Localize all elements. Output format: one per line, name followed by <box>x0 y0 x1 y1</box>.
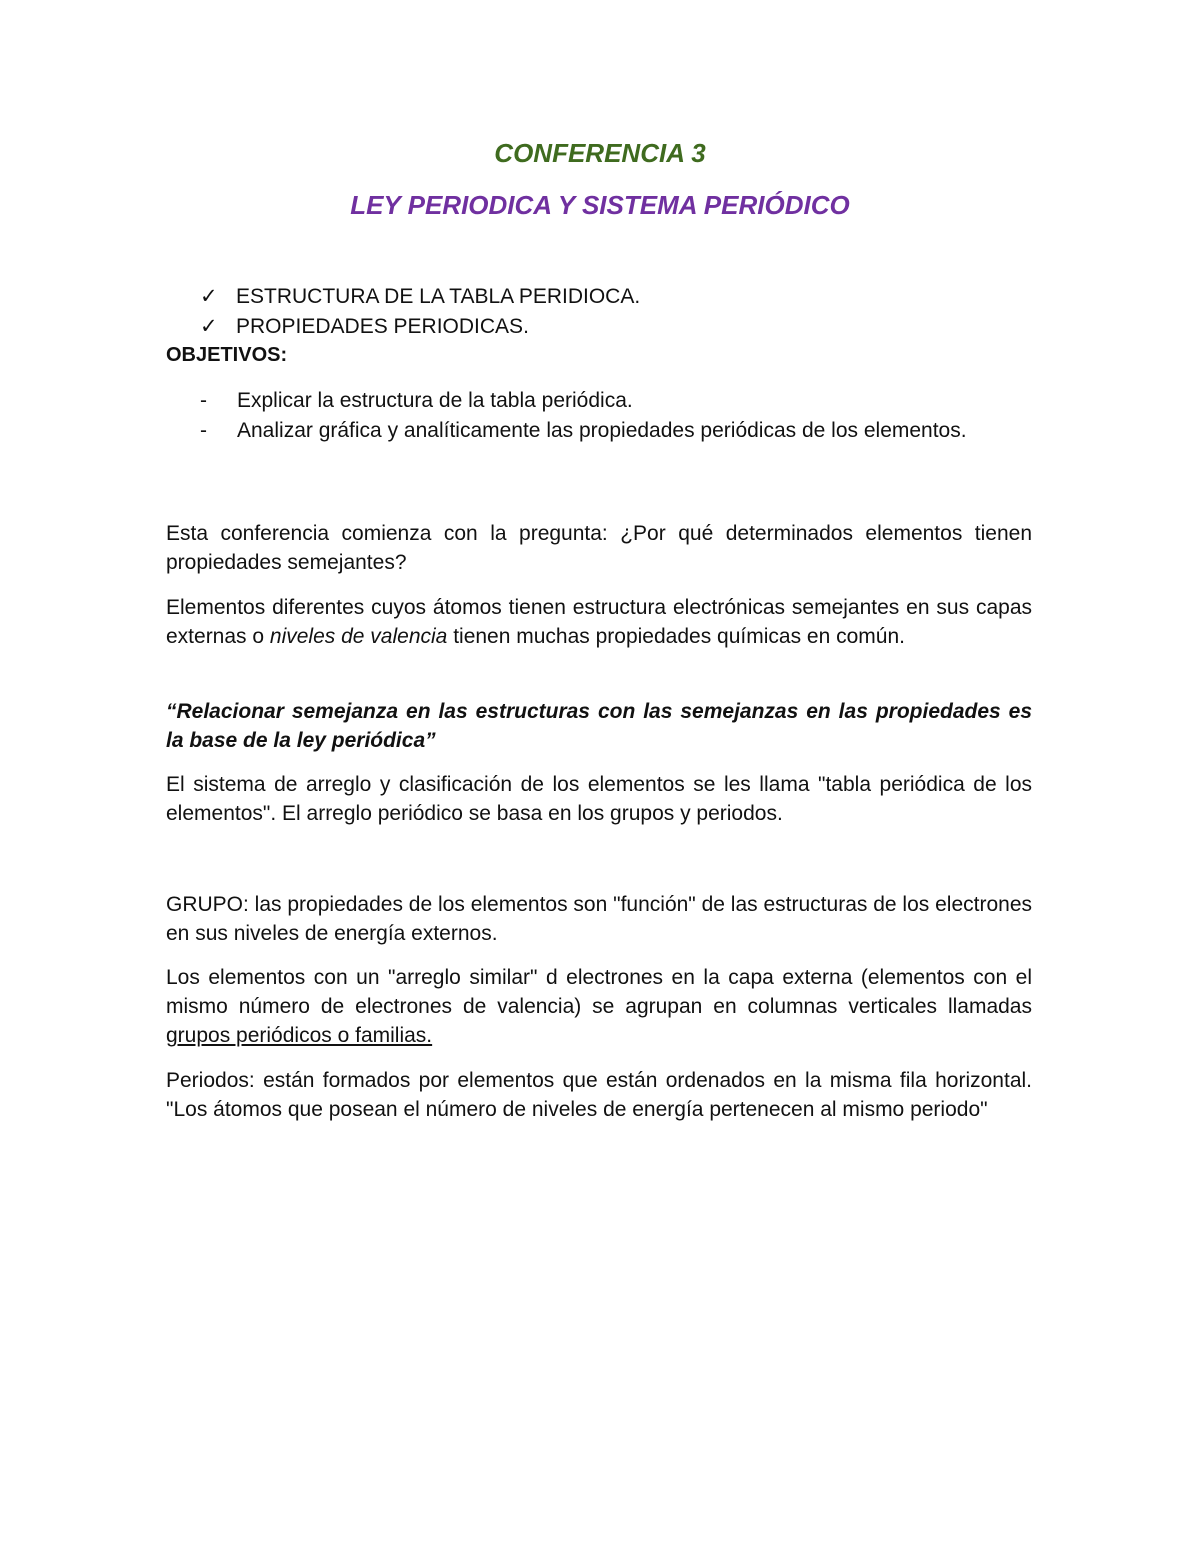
check-icon: ✓ <box>200 315 218 338</box>
families-paragraph <box>166 963 1032 1050</box>
objective-text: Analizar gráfica y analíticamente las propiedades periódicas de los elementos. <box>237 419 967 442</box>
objectives-heading: OBJETIVOS: <box>166 344 288 366</box>
checklist-item-text: ESTRUCTURA DE LA TABLA PERIDIOCA. <box>236 285 641 308</box>
dash-bullet: - <box>200 419 207 442</box>
objective-text: Explicar la estructura de la tabla periódica. <box>237 389 633 412</box>
page-title: CONFERENCIA 3 <box>494 138 706 168</box>
families-term: grupos periódicos o familias. <box>166 1024 433 1047</box>
system-paragraph: El sistema de arreglo y clasificación de los elementos se les llama "tabla periódica de los elementos". El arreglo periódico se basa en los grupos y periodos. <box>166 773 1032 825</box>
checklist-item <box>200 314 529 340</box>
checklist-item <box>200 284 640 310</box>
valence-levels-term: niveles de valencia <box>269 625 448 648</box>
intro-paragraph: Esta conferencia comienza con la pregunta: ¿Por qué determinados elementos tienen propiedades semejantes? <box>166 522 1032 574</box>
families-text: Los elementos con un "arreglo similar" d electrones en la capa externa (elementos con el mismo número de electrones de valencia) se agrupan en columnas verticales llamadas <box>166 966 1032 1018</box>
check-icon: ✓ <box>200 285 218 308</box>
objective-item <box>200 386 1032 416</box>
elements-text-start: Elementos diferentes cuyos átomos tienen estructura electrónicas semejantes en sus capas externas o <box>166 596 1032 648</box>
dash-bullet: - <box>200 389 207 412</box>
group-paragraph: GRUPO: las propiedades de los elementos son "función" de las estructuras de los electrones en sus niveles de energía externos. <box>166 893 1032 945</box>
periods-paragraph: Periodos: están formados por elementos que están ordenados en la misma fila horizontal. "Los átomos que posean el número de niveles de energía pertenecen al mismo periodo" <box>166 1069 1032 1121</box>
elements-text-end: tienen muchas propiedades químicas en común. <box>447 625 905 648</box>
checklist-item-text: PROPIEDADES PERIODICAS. <box>236 315 529 338</box>
elements-paragraph <box>166 593 1032 651</box>
page-subtitle: LEY PERIODICA Y SISTEMA PERIÓDICO <box>350 190 850 220</box>
periodic-law-quote: “Relacionar semejanza en las estructuras con las semejanzas en las propiedades es la base de la ley periódica” <box>166 700 1032 752</box>
objective-item <box>200 416 1032 446</box>
